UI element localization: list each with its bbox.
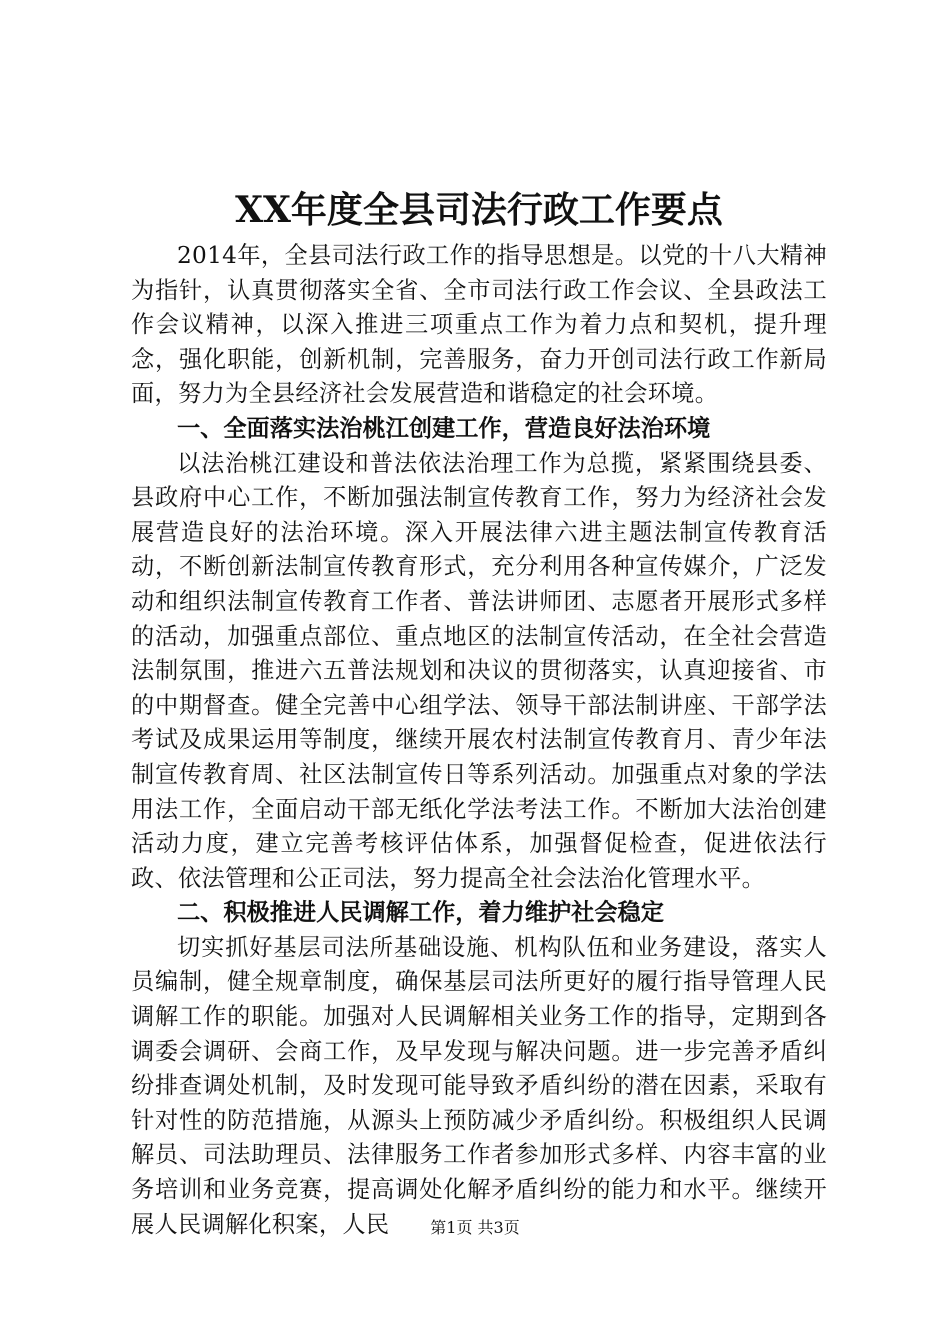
document-body: [131, 185, 827, 1242]
section-2: [131, 896, 827, 1242]
intro-paragraph: 2014年，全县司法行政工作的指导思想是。以党的十八大精神为指针，认真贯彻落实全省、全市司法行政工作会议、全县政法工作会议精神，以深入推进三项重点工作为着力点和契机，提升理念，强化职能，创新机制，完善服务，奋力开创司法行政工作新局面，努力为全县经济社会发展营造和谐稳定的社会环境。: [131, 242, 827, 408]
section-heading-1: 一、全面落实法治桃江创建工作，营造良好法治环境: [177, 414, 711, 442]
document-title: XX年度全县司法行政工作要点: [235, 189, 723, 231]
section-heading-2: 二、积极推进人民调解工作，着力维护社会稳定: [177, 899, 664, 927]
page-number-footer: 第1页 共3页: [430, 1218, 520, 1237]
section-body-2: 切实抓好基层司法所基础设施、机构队伍和业务建设，落实人员编制，健全规章制度，确保基层司法所更好的履行指导管理人民调解工作的职能。加强对人民调解相关业务工作的指导，定期到各调委会调研、会商工作，及早发现与解决问题。进一步完善矛盾纠纷排查调处机制，及时发现可能导致矛盾纠纷的潜在因素，采取有针对性的防范措施，从源头上预防减少矛盾纠纷。积极组织人民调解员、司法助理员、法律服务工作者参加形式多样、内容丰富的业务培训和业务竞赛，提高调处化解矛盾纠纷的能力和水平。继续开展人民调解化积案，人民: [131, 933, 827, 1238]
section-1: [131, 412, 827, 896]
section-body-1: 以法治桃江建设和普法依法治理工作为总揽，紧紧围绕县委、县政府中心工作，不断加强法制宣传教育工作，努力为经济社会发展营造良好的法治环境。深入开展法律六进主题法制宣传教育活动，不断创新法制宣传教育形式，充分利用各种宣传媒介，广泛发动和组织法制宣传教育工作者、普法讲师团、志愿者开展形式多样的活动，加强重点部位、重点地区的法制宣传活动，在全社会营造法制氛围，推进六五普法规划和决议的贯彻落实，认真迎接省、市的中期督查。健全完善中心组学法、领导干部法制讲座、干部学法考试及成果运用等制度，继续开展农村法制宣传教育月、青少年法制宣传教育周、社区法制宣传日等系列活动。加强重点对象的学法用法工作，全面启动干部无纸化学法考法工作。不断加大法治创建活动力度，建立完善考核评估体系，加强督促检查，促进依法行政、依法管理和公正司法，努力提高全社会法治化管理水平。: [131, 449, 827, 892]
